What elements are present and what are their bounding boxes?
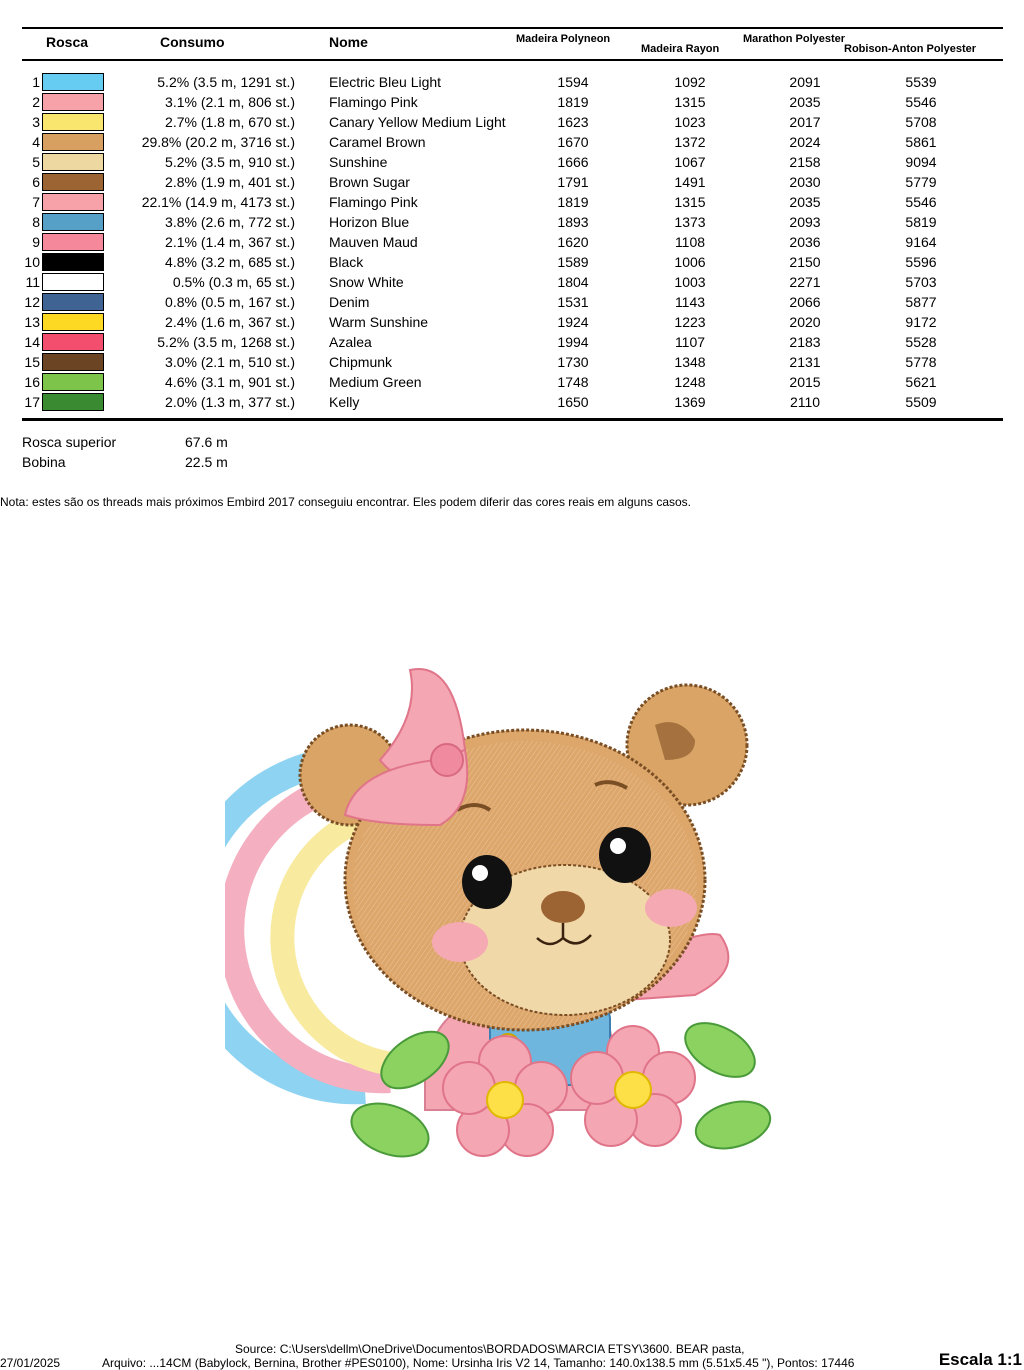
thread-consumption: 5.2% (3.5 m, 910 st.) bbox=[165, 154, 295, 170]
robison-anton-code: 5596 bbox=[905, 254, 937, 270]
madeira-rayon-code: 1315 bbox=[674, 194, 706, 210]
thread-number: 17 bbox=[24, 394, 40, 410]
rosca-superior-value: 67.6 m bbox=[185, 434, 228, 450]
marathon-code: 2150 bbox=[789, 254, 821, 270]
madeira-rayon-code: 1107 bbox=[674, 334, 706, 350]
thread-name: Electric Bleu Light bbox=[329, 74, 442, 90]
thread-number: 3 bbox=[32, 114, 40, 130]
marathon-code: 2110 bbox=[789, 394, 821, 410]
table-row bbox=[0, 132, 1024, 152]
madeira-polyneon-code: 1819 bbox=[557, 194, 589, 210]
table-row bbox=[0, 292, 1024, 312]
madeira-rayon-code: 1108 bbox=[674, 234, 706, 250]
header-robison-anton-polyester: Robison-Anton Polyester bbox=[844, 43, 977, 55]
madeira-polyneon-code: 1650 bbox=[557, 394, 589, 410]
embroidery-preview-bear bbox=[225, 650, 785, 1210]
madeira-rayon-code: 1223 bbox=[674, 314, 706, 330]
thread-name: Flamingo Pink bbox=[329, 94, 418, 110]
thread-number: 13 bbox=[24, 314, 40, 330]
thread-number: 7 bbox=[32, 194, 40, 210]
robison-anton-code: 5861 bbox=[905, 134, 937, 150]
thread-number: 8 bbox=[32, 214, 40, 230]
thread-consumption: 22.1% (14.9 m, 4173 st.) bbox=[141, 194, 295, 210]
table-row bbox=[0, 112, 1024, 132]
madeira-polyneon-code: 1670 bbox=[557, 134, 589, 150]
robison-anton-code: 5778 bbox=[905, 354, 937, 370]
robison-anton-code: 5621 bbox=[905, 374, 937, 390]
marathon-code: 2024 bbox=[789, 134, 821, 150]
madeira-rayon-code: 1143 bbox=[674, 294, 706, 310]
madeira-polyneon-code: 1666 bbox=[557, 154, 589, 170]
thread-name: Mauven Maud bbox=[329, 234, 418, 250]
madeira-polyneon-code: 1924 bbox=[557, 314, 589, 330]
thread-name: Canary Yellow Medium Light bbox=[329, 114, 506, 130]
thread-consumption: 2.4% (1.6 m, 367 st.) bbox=[165, 314, 295, 330]
table-row bbox=[0, 232, 1024, 252]
thread-name: Horizon Blue bbox=[329, 214, 410, 230]
marathon-code: 2035 bbox=[789, 94, 821, 110]
madeira-rayon-code: 1491 bbox=[674, 174, 706, 190]
madeira-rayon-code: 1348 bbox=[674, 354, 706, 370]
thread-number: 2 bbox=[32, 94, 40, 110]
madeira-rayon-code: 1067 bbox=[674, 154, 706, 170]
table-bottom-rule bbox=[22, 418, 1003, 421]
thread-consumption: 29.8% (20.2 m, 3716 st.) bbox=[141, 134, 295, 150]
thread-consumption: 3.1% (2.1 m, 806 st.) bbox=[165, 94, 295, 110]
madeira-polyneon-code: 1623 bbox=[557, 114, 589, 130]
robison-anton-code: 5509 bbox=[905, 394, 937, 410]
robison-anton-code: 9172 bbox=[905, 314, 937, 330]
marathon-code: 2035 bbox=[789, 194, 821, 210]
table-row bbox=[0, 332, 1024, 352]
header-rosca: Rosca bbox=[46, 34, 89, 50]
madeira-polyneon-code: 1791 bbox=[557, 174, 589, 190]
thread-name: Chipmunk bbox=[329, 354, 393, 370]
thread-name: Snow White bbox=[329, 274, 404, 290]
thread-consumption: 4.8% (3.2 m, 685 st.) bbox=[165, 254, 295, 270]
madeira-polyneon-code: 1804 bbox=[557, 274, 589, 290]
thread-name: Flamingo Pink bbox=[329, 194, 418, 210]
table-row bbox=[0, 312, 1024, 332]
table-row bbox=[0, 212, 1024, 232]
table-row bbox=[0, 72, 1024, 92]
bobina-label: Bobina bbox=[22, 454, 66, 470]
marathon-code: 2017 bbox=[789, 114, 821, 130]
madeira-polyneon-code: 1730 bbox=[557, 354, 589, 370]
footer-source: Source: C:\Users\dellm\OneDrive\Documentos\BORDADOS\MARCIA ETSY\3600. BEAR pasta, bbox=[235, 1342, 745, 1356]
thread-consumption: 3.0% (2.1 m, 510 st.) bbox=[165, 354, 295, 370]
marathon-code: 2093 bbox=[789, 214, 821, 230]
robison-anton-code: 5779 bbox=[905, 174, 937, 190]
table-row bbox=[0, 172, 1024, 192]
thread-name: Azalea bbox=[329, 334, 372, 350]
madeira-polyneon-code: 1531 bbox=[557, 294, 589, 310]
robison-anton-code: 5546 bbox=[905, 194, 937, 210]
thread-name: Denim bbox=[329, 294, 370, 310]
marathon-code: 2131 bbox=[789, 354, 821, 370]
header-madeira-rayon: Madeira Rayon bbox=[641, 43, 720, 55]
thread-name: Medium Green bbox=[329, 374, 422, 390]
robison-anton-code: 5528 bbox=[905, 334, 937, 350]
table-row bbox=[0, 152, 1024, 172]
footer-file-info: Arquivo: ...14CM (Babylock, Bernina, Brother #PES0100), Nome: Ursinha Iris V2 14, Tamanho: 140.0x138.5 mm (5.51x5.45 "), Pontos: 17446 bbox=[102, 1356, 855, 1370]
robison-anton-code: 5708 bbox=[905, 114, 937, 130]
robison-anton-code: 9094 bbox=[905, 154, 937, 170]
marathon-code: 2036 bbox=[789, 234, 821, 250]
madeira-rayon-code: 1092 bbox=[674, 74, 706, 90]
madeira-rayon-code: 1023 bbox=[674, 114, 706, 130]
robison-anton-code: 5703 bbox=[905, 274, 937, 290]
robison-anton-code: 5819 bbox=[905, 214, 937, 230]
thread-name: Brown Sugar bbox=[329, 174, 410, 190]
header-marathon-polyester: Marathon Polyester bbox=[743, 33, 846, 45]
thread-name: Black bbox=[329, 254, 364, 270]
table-row bbox=[0, 192, 1024, 212]
table-row bbox=[0, 392, 1024, 412]
thread-number: 6 bbox=[32, 174, 40, 190]
thread-consumption: 2.1% (1.4 m, 367 st.) bbox=[165, 234, 295, 250]
robison-anton-code: 9164 bbox=[905, 234, 937, 250]
marathon-code: 2066 bbox=[789, 294, 821, 310]
marathon-code: 2030 bbox=[789, 174, 821, 190]
footer-date: 27/01/2025 bbox=[0, 1356, 61, 1370]
thread-number: 14 bbox=[24, 334, 40, 350]
thread-consumption: 5.2% (3.5 m, 1291 st.) bbox=[157, 74, 295, 90]
thread-number: 12 bbox=[24, 294, 40, 310]
table-row bbox=[0, 372, 1024, 392]
thread-name: Caramel Brown bbox=[329, 134, 426, 150]
madeira-rayon-code: 1373 bbox=[674, 214, 706, 230]
bobina-value: 22.5 m bbox=[185, 454, 228, 470]
thread-consumption: 2.8% (1.9 m, 401 st.) bbox=[165, 174, 295, 190]
madeira-rayon-code: 1248 bbox=[674, 374, 706, 390]
madeira-polyneon-code: 1748 bbox=[557, 374, 589, 390]
madeira-rayon-code: 1006 bbox=[674, 254, 706, 270]
thread-number: 4 bbox=[32, 134, 40, 150]
madeira-polyneon-code: 1994 bbox=[557, 334, 589, 350]
thread-name: Kelly bbox=[329, 394, 360, 410]
table-row bbox=[0, 92, 1024, 112]
madeira-polyneon-code: 1620 bbox=[557, 234, 589, 250]
marathon-code: 2183 bbox=[789, 334, 821, 350]
thread-consumption: 4.6% (3.1 m, 901 st.) bbox=[165, 374, 295, 390]
thread-name: Sunshine bbox=[329, 154, 388, 170]
thread-consumption: 0.5% (0.3 m, 65 st.) bbox=[172, 274, 295, 290]
thread-consumption: 5.2% (3.5 m, 1268 st.) bbox=[157, 334, 295, 350]
thread-consumption: 2.0% (1.3 m, 377 st.) bbox=[165, 394, 295, 410]
robison-anton-code: 5546 bbox=[905, 94, 937, 110]
thread-number: 5 bbox=[32, 154, 40, 170]
madeira-polyneon-code: 1589 bbox=[557, 254, 589, 270]
madeira-polyneon-code: 1819 bbox=[557, 94, 589, 110]
thread-consumption: 0.8% (0.5 m, 167 st.) bbox=[165, 294, 295, 310]
robison-anton-code: 5539 bbox=[905, 74, 937, 90]
thread-number: 15 bbox=[24, 354, 40, 370]
thread-consumption: 2.7% (1.8 m, 670 st.) bbox=[165, 114, 295, 130]
thread-number: 11 bbox=[25, 274, 40, 290]
thread-number: 1 bbox=[32, 74, 40, 90]
thread-number: 10 bbox=[24, 254, 40, 270]
header-nome: Nome bbox=[329, 34, 368, 50]
marathon-code: 2020 bbox=[789, 314, 821, 330]
marathon-code: 2091 bbox=[789, 74, 821, 90]
table-row bbox=[0, 352, 1024, 372]
madeira-rayon-code: 1315 bbox=[674, 94, 706, 110]
marathon-code: 2158 bbox=[789, 154, 821, 170]
thread-number: 16 bbox=[24, 374, 40, 390]
footer-scale: Escala 1:1 bbox=[938, 1350, 1022, 1369]
table-row bbox=[0, 252, 1024, 272]
robison-anton-code: 5877 bbox=[905, 294, 937, 310]
rosca-superior-label: Rosca superior bbox=[22, 434, 117, 450]
thread-match-note: Nota: estes são os threads mais próximos Embird 2017 conseguiu encontrar. Eles podem diferir das cores reais em alguns casos. bbox=[0, 495, 692, 509]
madeira-rayon-code: 1372 bbox=[674, 134, 706, 150]
table-header-rule bbox=[22, 59, 1003, 61]
madeira-rayon-code: 1369 bbox=[674, 394, 706, 410]
header-consumo: Consumo bbox=[160, 34, 225, 50]
madeira-rayon-code: 1003 bbox=[674, 274, 706, 290]
thread-name: Warm Sunshine bbox=[329, 314, 429, 330]
table-row bbox=[0, 272, 1024, 292]
madeira-polyneon-code: 1893 bbox=[557, 214, 589, 230]
thread-consumption: 3.8% (2.6 m, 772 st.) bbox=[165, 214, 295, 230]
header-madeira-polyneon: Madeira Polyneon bbox=[516, 33, 611, 45]
table-top-rule bbox=[22, 27, 1003, 29]
thread-number: 9 bbox=[32, 234, 40, 250]
marathon-code: 2271 bbox=[789, 274, 821, 290]
marathon-code: 2015 bbox=[789, 374, 821, 390]
madeira-polyneon-code: 1594 bbox=[557, 74, 589, 90]
